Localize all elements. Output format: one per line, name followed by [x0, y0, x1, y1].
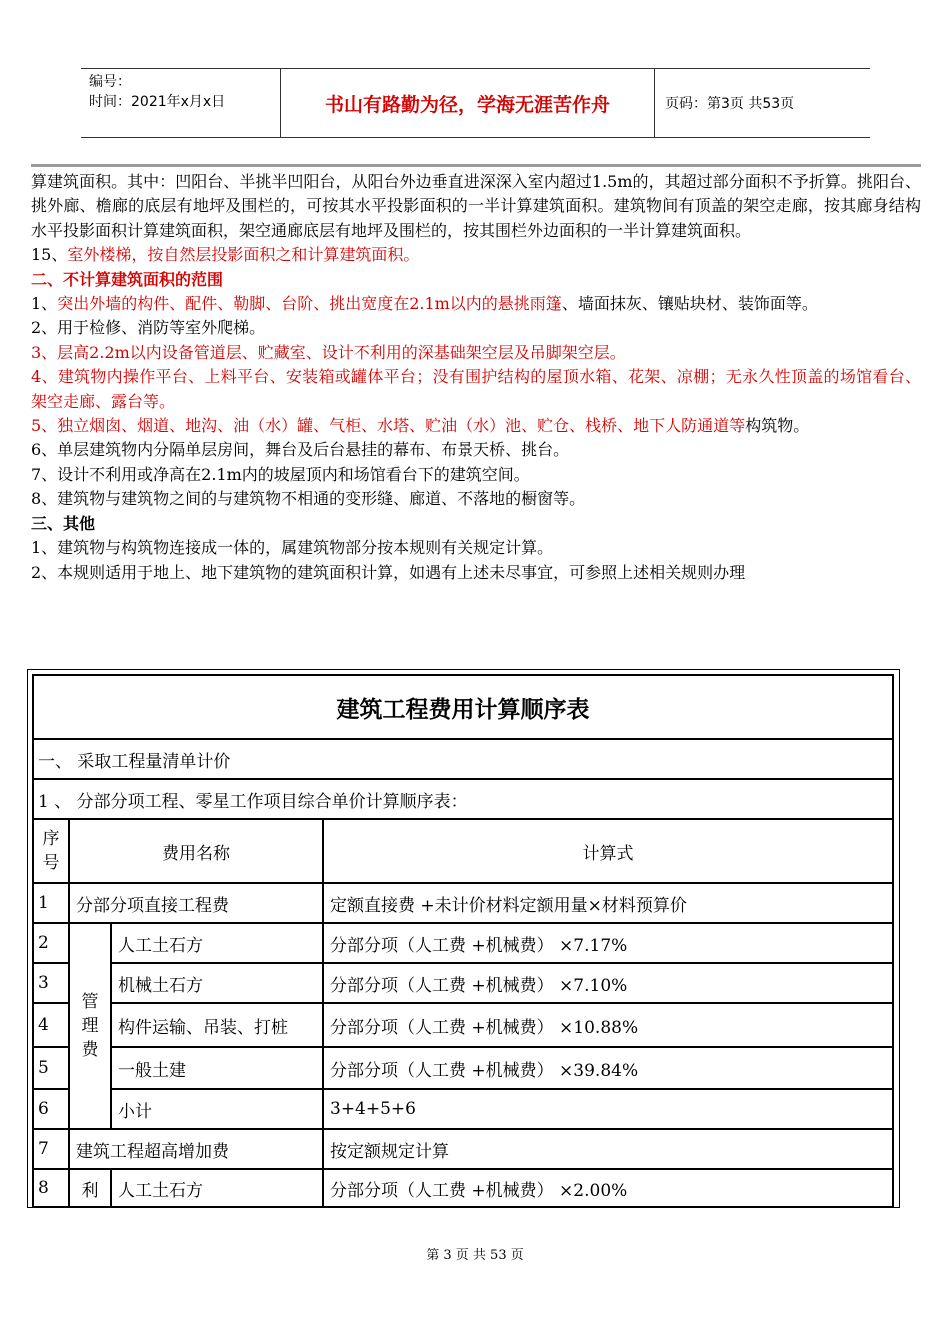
cell-name: 建筑工程超高增加费: [70, 1130, 324, 1170]
page-header: [81, 68, 870, 138]
table-row: [34, 1170, 894, 1208]
group-profit: 利: [70, 1170, 112, 1208]
header-date: 时间：2021年x月x日: [89, 94, 226, 110]
list-item: 1、建筑物与构筑物连接成一体的，属建筑物部分按本规则有关规定计算。: [31, 538, 554, 558]
cell-formula: 分部分项（人工费 +机械费） ×39.84%: [324, 1048, 894, 1090]
table-title: 建筑工程费用计算顺序表: [34, 676, 894, 740]
table-row: [34, 1090, 894, 1130]
cell-formula: 分部分项（人工费 +机械费） ×10.88%: [324, 1004, 894, 1048]
cell-name: 一般土建: [112, 1048, 324, 1090]
table-subtitle: 一、 采取工程量清单计价: [34, 740, 894, 780]
table-row: [34, 1004, 894, 1048]
paragraph: 算建筑面积。其中：凹阳台、半挑半凹阳台，从阳台外边垂直进深深入室内超过1.5m的，其超过部分面积不予折算。挑阳台、挑外廊、檐廊的底层有地坪及围栏的，可按其水平投影面积的一半计算建筑面积。建筑物间有顶盖的架空走廊，按其廊身结构水平投影面积计算建筑面积，架空通廊底层有地坪及围栏的，按其围栏外边面积的一半计算建筑面积。: [31, 172, 921, 240]
cell-no: 2: [34, 924, 70, 964]
fee-table-frame: [27, 669, 900, 1208]
cell-formula: 定额直接费 +未计价材料定额用量×材料预算价: [324, 884, 894, 924]
cell-formula: 分部分项（人工费 +机械费） ×7.10%: [324, 964, 894, 1004]
header-number-label: 编号：: [89, 74, 131, 90]
header-page-info: 页码：第3页 共53页: [665, 96, 795, 112]
cell-no: 6: [34, 1090, 70, 1130]
cell-no: 3: [34, 964, 70, 1004]
list-item: 2、用于检修、消防等室外爬梯。: [31, 318, 266, 338]
cell-no: 4: [34, 1004, 70, 1048]
list-item: 8、建筑物与建筑物之间的与建筑物不相通的变形缝、廊道、不落地的橱窗等。: [31, 489, 586, 509]
cell-no: 8: [34, 1170, 70, 1208]
list-item: 2、本规则适用于地上、地下建筑物的建筑面积计算，如遇有上述未尽事宜，可参照上述相关规则办理: [31, 562, 746, 582]
cell-no: 5: [34, 1048, 70, 1090]
cell-name: 分部分项直接工程费: [70, 884, 324, 924]
cell-name: 机械土石方: [112, 964, 324, 1004]
column-header-formula: 计算式: [324, 820, 894, 884]
section-heading: 二、不计算建筑面积的范围: [31, 269, 224, 289]
header-motto: 书山有路勤为径，学海无涯苦作舟: [281, 69, 655, 137]
cell-name: 人工土石方: [112, 924, 324, 964]
list-item: 3、层高2.2m以内设备管道层、贮藏室、设计不利用的深基础架空层及吊脚架空层。: [31, 342, 626, 362]
page-footer: 第 3 页 共 53 页: [426, 1248, 524, 1263]
list-item-15: [31, 243, 921, 267]
column-header-no: [34, 820, 70, 884]
cell-name: 人工土石方: [112, 1170, 324, 1208]
item-text: 、墙面抹灰、镶贴块材、装饰面等。: [561, 294, 818, 314]
list-item: 7、设计不利用或净高在2.1m内的坡屋顶内和场馆看台下的建筑空间。: [31, 464, 530, 484]
table-row: [34, 924, 894, 964]
group-label: 管理费: [81, 992, 99, 1060]
cell-formula: 3+4+5+6: [324, 1090, 894, 1130]
list-item: [31, 292, 921, 316]
document-body: [31, 170, 921, 585]
cell-formula: 分部分项（人工费 +机械费） ×7.17%: [324, 924, 894, 964]
item-number: 1、: [31, 294, 58, 314]
fee-table: [32, 674, 894, 1208]
item-text: 构筑物。: [745, 416, 810, 436]
group-management-fee: [70, 924, 112, 1130]
item-text-highlight: 突出外墙的构件、配件、勒脚、台阶、挑出宽度在2.1m以内的悬挑雨篷: [57, 294, 562, 314]
list-item: [31, 414, 921, 438]
table-row: [34, 964, 894, 1004]
cell-name: 构件运输、吊装、打桩: [112, 1004, 324, 1048]
table-row: [34, 1130, 894, 1170]
item-number: 15、: [31, 245, 68, 265]
cell-no: 1: [34, 884, 70, 924]
list-item: 6、单层建筑物内分隔单层房间，舞台及后台悬挂的幕布、布景天桥、挑台。: [31, 440, 570, 460]
cell-name: 小计: [112, 1090, 324, 1130]
table-subtitle: 1 、 分部分项工程、零星工作项目综合单价计算顺序表：: [34, 780, 894, 820]
cell-formula: 按定额规定计算: [324, 1130, 894, 1170]
column-header-label: 序号: [42, 829, 60, 873]
cell-formula: 分部分项（人工费 +机械费） ×2.00%: [324, 1170, 894, 1208]
table-row: [34, 884, 894, 924]
column-header-name: 费用名称: [70, 820, 324, 884]
section-heading: 三、其他: [31, 513, 96, 533]
header-meta: [81, 69, 281, 137]
cell-no: 7: [34, 1130, 70, 1170]
list-item: 4、建筑物内操作平台、上料平台、安装箱或罐体平台；没有围护结构的屋顶水箱、花架、凉棚；无永久性顶盖的场馆看台、架空走廊、露台等。: [31, 367, 921, 411]
table-row: [34, 1048, 894, 1090]
item-text-highlight: 5、独立烟囱、烟道、地沟、油（水）罐、气柜、水塔、贮油（水）池、贮仓、栈桥、地下人防通道等: [31, 416, 746, 436]
header-divider: [31, 164, 921, 167]
item-text: 室外楼梯，按自然层投影面积之和计算建筑面积。: [67, 245, 420, 265]
